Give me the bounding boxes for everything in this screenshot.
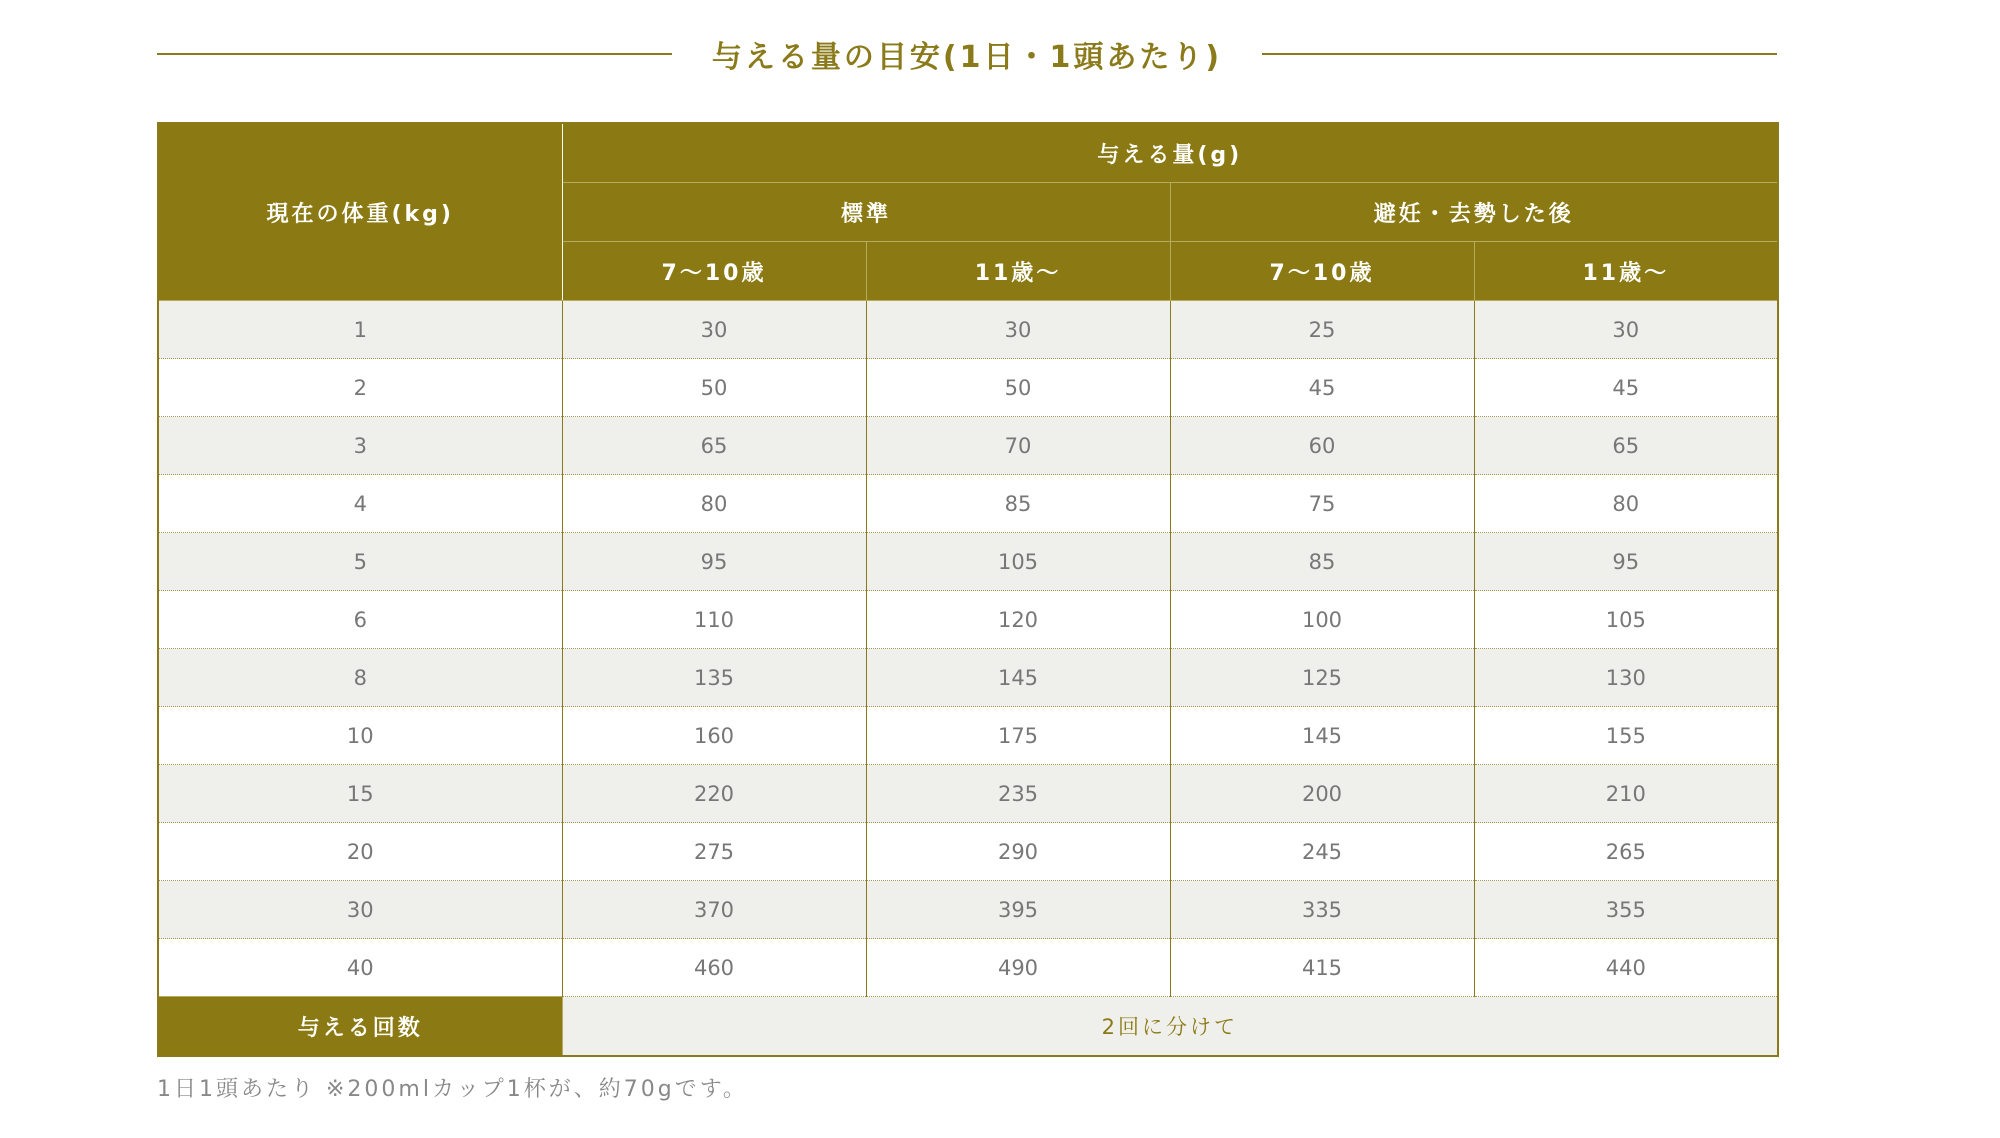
spayed-7-10-cell: 415	[1170, 939, 1474, 997]
table-row	[158, 417, 1778, 475]
spayed-11-plus-cell: 80	[1474, 475, 1778, 533]
standard-11-plus-cell: 70	[866, 417, 1170, 475]
table-row	[158, 765, 1778, 823]
standard-7-10-cell: 50	[562, 359, 866, 417]
standard-11-plus-cell: 145	[866, 649, 1170, 707]
standard-7-10-cell: 275	[562, 823, 866, 881]
weight-cell: 2	[158, 359, 562, 417]
spayed-age-7-10-header: 7〜10歳	[1170, 242, 1474, 301]
weight-column-header: 現在の体重(kg)	[158, 123, 562, 301]
table-row	[158, 591, 1778, 649]
weight-cell: 40	[158, 939, 562, 997]
frequency-label: 与える回数	[158, 997, 562, 1057]
standard-11-plus-cell: 290	[866, 823, 1170, 881]
standard-11-plus-cell: 50	[866, 359, 1170, 417]
table-header	[158, 123, 1778, 301]
weight-cell: 3	[158, 417, 562, 475]
standard-11-plus-cell: 395	[866, 881, 1170, 939]
spayed-7-10-cell: 25	[1170, 301, 1474, 359]
standard-11-plus-cell: 490	[866, 939, 1170, 997]
weight-cell: 30	[158, 881, 562, 939]
weight-cell: 15	[158, 765, 562, 823]
weight-cell: 10	[158, 707, 562, 765]
standard-11-plus-cell: 105	[866, 533, 1170, 591]
spayed-11-plus-cell: 65	[1474, 417, 1778, 475]
weight-cell: 4	[158, 475, 562, 533]
standard-7-10-cell: 30	[562, 301, 866, 359]
table-row	[158, 823, 1778, 881]
spayed-7-10-cell: 100	[1170, 591, 1474, 649]
footnote: 1日1頭あたり ※200mlカップ1杯が、約70gです。	[157, 1077, 748, 1102]
standard-7-10-cell: 370	[562, 881, 866, 939]
spayed-7-10-cell: 200	[1170, 765, 1474, 823]
feeding-amount-table	[157, 122, 1779, 1057]
standard-7-10-cell: 110	[562, 591, 866, 649]
spayed-7-10-cell: 245	[1170, 823, 1474, 881]
standard-7-10-cell: 460	[562, 939, 866, 997]
standard-11-plus-cell: 235	[866, 765, 1170, 823]
table-row	[158, 939, 1778, 997]
spayed-11-plus-cell: 440	[1474, 939, 1778, 997]
spayed-11-plus-cell: 45	[1474, 359, 1778, 417]
standard-7-10-cell: 135	[562, 649, 866, 707]
heading-rule-right	[1262, 53, 1777, 55]
standard-group-header: 標準	[562, 183, 1170, 242]
spayed-11-plus-cell: 130	[1474, 649, 1778, 707]
table-row	[158, 707, 1778, 765]
standard-7-10-cell: 95	[562, 533, 866, 591]
table-row	[158, 533, 1778, 591]
spayed-7-10-cell: 335	[1170, 881, 1474, 939]
standard-7-10-cell: 220	[562, 765, 866, 823]
table-row	[158, 475, 1778, 533]
spayed-group-header: 避妊・去勢した後	[1170, 183, 1778, 242]
heading-rule-left	[157, 53, 672, 55]
table-row	[158, 881, 1778, 939]
spayed-7-10-cell: 125	[1170, 649, 1474, 707]
spayed-7-10-cell: 60	[1170, 417, 1474, 475]
weight-cell: 5	[158, 533, 562, 591]
table-body	[158, 301, 1778, 1057]
spayed-7-10-cell: 45	[1170, 359, 1474, 417]
table-row	[158, 301, 1778, 359]
standard-11-plus-cell: 175	[866, 707, 1170, 765]
standard-7-10-cell: 160	[562, 707, 866, 765]
spayed-11-plus-cell: 210	[1474, 765, 1778, 823]
weight-cell: 8	[158, 649, 562, 707]
frequency-row	[158, 997, 1778, 1057]
standard-11-plus-cell: 120	[866, 591, 1170, 649]
section-heading	[157, 22, 1777, 86]
spayed-11-plus-cell: 155	[1474, 707, 1778, 765]
spayed-11-plus-cell: 95	[1474, 533, 1778, 591]
spayed-age-11-plus-header: 11歳〜	[1474, 242, 1778, 301]
spayed-11-plus-cell: 30	[1474, 301, 1778, 359]
standard-11-plus-cell: 30	[866, 301, 1170, 359]
standard-7-10-cell: 80	[562, 475, 866, 533]
standard-11-plus-cell: 85	[866, 475, 1170, 533]
spayed-11-plus-cell: 355	[1474, 881, 1778, 939]
spayed-7-10-cell: 85	[1170, 533, 1474, 591]
weight-cell: 1	[158, 301, 562, 359]
amount-column-header: 与える量(g)	[562, 123, 1778, 183]
section-title: 与える量の目安(1日・1頭あたり)	[711, 40, 1223, 75]
spayed-11-plus-cell: 105	[1474, 591, 1778, 649]
weight-cell: 6	[158, 591, 562, 649]
standard-age-11-plus-header: 11歳〜	[866, 242, 1170, 301]
frequency-value: 2回に分けて	[562, 997, 1778, 1057]
table-row	[158, 359, 1778, 417]
spayed-11-plus-cell: 265	[1474, 823, 1778, 881]
standard-7-10-cell: 65	[562, 417, 866, 475]
table-row	[158, 649, 1778, 707]
spayed-7-10-cell: 75	[1170, 475, 1474, 533]
weight-cell: 20	[158, 823, 562, 881]
spayed-7-10-cell: 145	[1170, 707, 1474, 765]
standard-age-7-10-header: 7〜10歳	[562, 242, 866, 301]
